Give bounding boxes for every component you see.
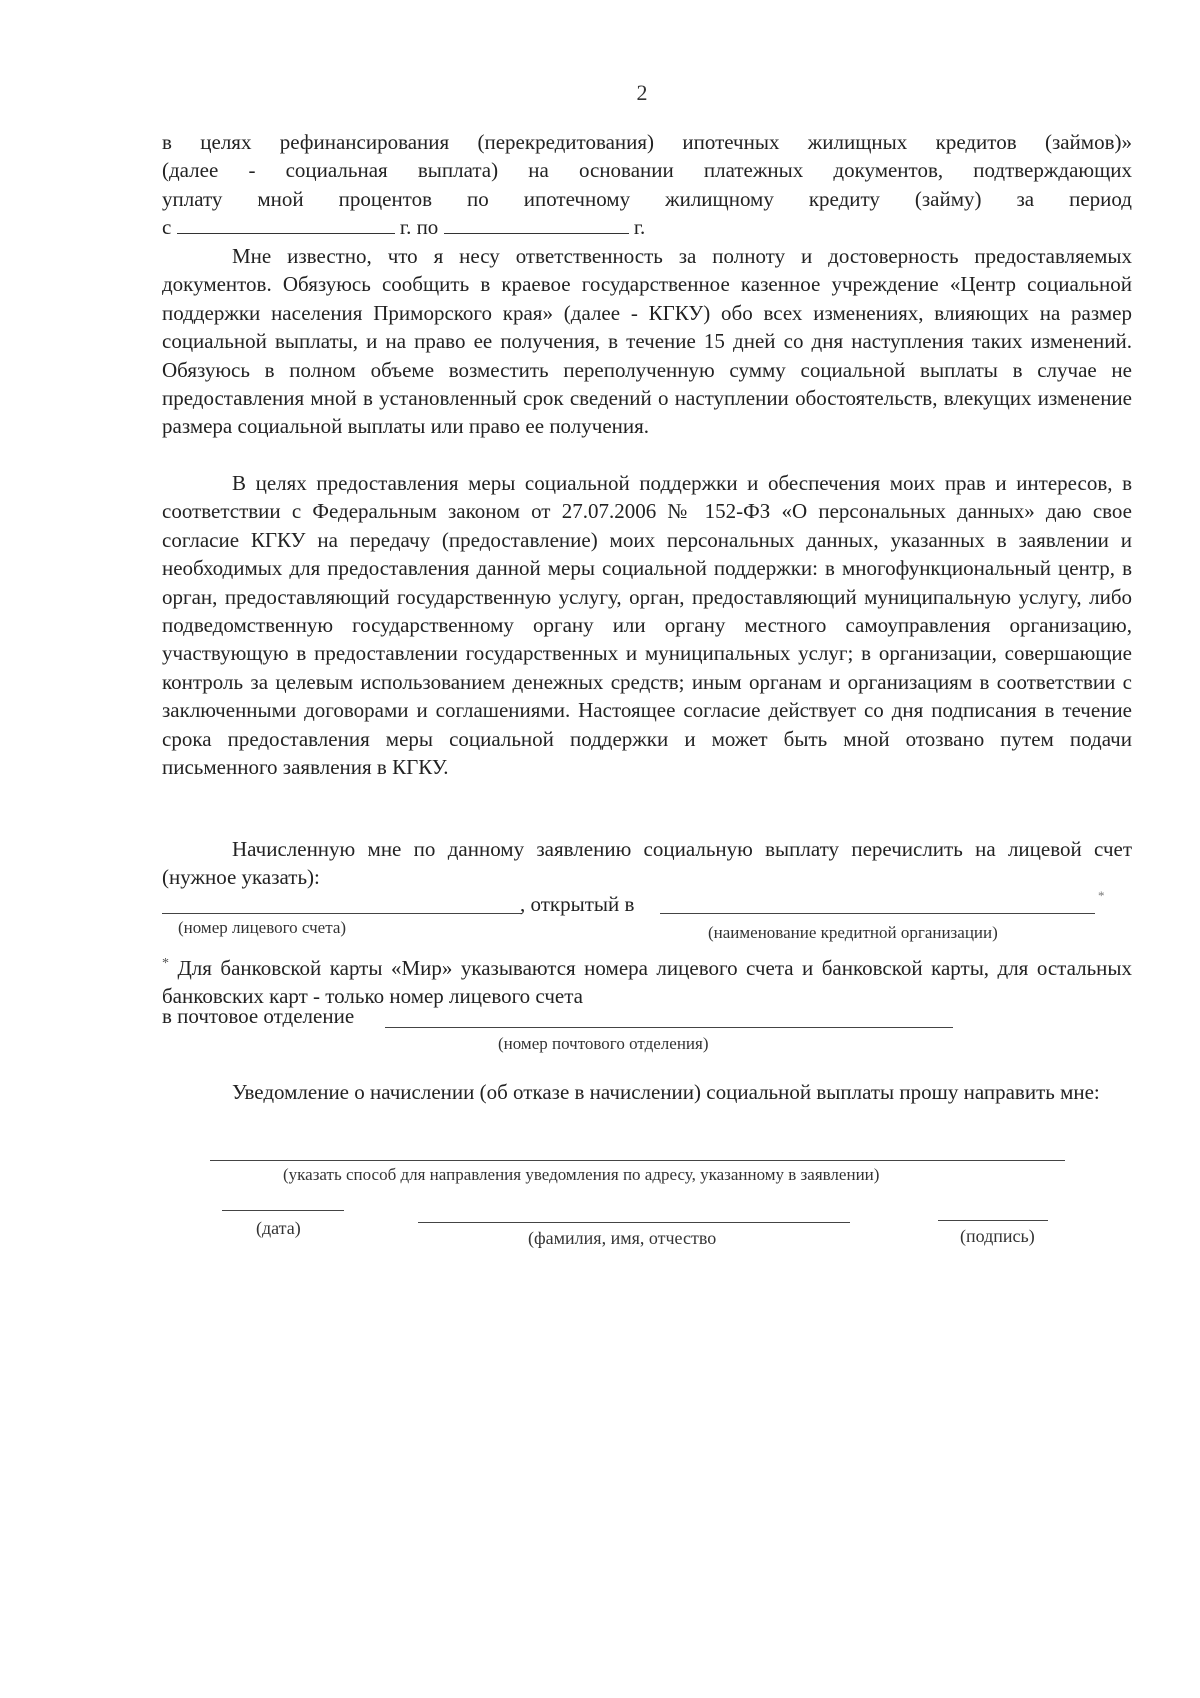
page-number: 2	[636, 80, 648, 105]
transfer-paragraph: Начисленную мне по данному заявлению социальную выплату перечислить на лицевой счет (нужное указать):	[162, 837, 1132, 890]
period-end-label: г.	[633, 215, 646, 240]
notification-paragraph: Уведомление о начислении (об отказе в начислении) социальной выплаты прошу направить мне:	[232, 1080, 1100, 1104]
signature-caption: (подпись)	[960, 1226, 1035, 1246]
notification-caption: (указать способ для направления уведомления по адресу, указанному в заявлении)	[283, 1165, 880, 1184]
intro-block	[162, 128, 1132, 242]
footnote-mark: *	[162, 956, 169, 971]
footnote-block	[162, 950, 1132, 1011]
period-start-field[interactable]	[177, 215, 395, 234]
account-number-field[interactable]	[162, 913, 522, 914]
post-office-caption: (номер почтового отделения)	[498, 1034, 709, 1053]
date-field[interactable]	[222, 1210, 344, 1211]
notification-method-field[interactable]	[210, 1160, 1065, 1161]
full-name-caption: (фамилия, имя, отчество	[528, 1228, 717, 1248]
bank-name-field[interactable]	[660, 913, 1095, 914]
intro-line-3: уплату мной процентов по ипотечному жилищному кредиту (займу) за период	[162, 186, 1132, 211]
signature-field[interactable]	[938, 1220, 1048, 1221]
intro-line-1: в целях рефинансирования (перекредитования) ипотечных жилищных кредитов (займов)»	[162, 130, 1132, 154]
full-name-field[interactable]	[418, 1222, 850, 1223]
intro-line-2: (далее - социальная выплата) на основании платежных документов, подтверждающих	[162, 158, 1132, 183]
post-office-label: в почтовое отделение	[162, 1004, 355, 1028]
opened-in-label: , открытый в	[520, 892, 635, 916]
bank-name-caption: (наименование кредитной организации)	[708, 923, 998, 942]
account-number-caption: (номер лицевого счета)	[178, 918, 347, 937]
responsibility-paragraph: Мне известно, что я несу ответственность за полноту и достоверность предоставляемых документов. Обязуюсь сообщить в краевое государственное казенное учреждение «Центр социальной поддержки населения Приморского края» (далее - КГКУ) обо всех изменениях, влияющих на размер социальной выплаты, и на право ее получения, в течение 15 дней со дня наступления таких изменений. Обязуюсь в полном объеме возместить переполученную сумму социальной выплаты в случае не предоставления мной в установленный срок сведений о наступлении обостоятельств, влекущих изменение размера социальной выплаты или право ее получения.	[162, 244, 1132, 439]
transfer-block	[162, 835, 1132, 892]
period-row	[162, 213, 1132, 241]
notification-block	[162, 1078, 1132, 1106]
responsibility-block	[162, 242, 1132, 441]
period-end-field[interactable]	[444, 215, 629, 234]
date-caption: (дата)	[256, 1218, 301, 1238]
consent-block	[162, 469, 1132, 781]
account-asterisk: *	[1098, 888, 1105, 903]
footnote-text: * Для банковской карты «Мир» указываются номера лицевого счета и банковской карты, для остальных банковских карт - только номер лицевого счета	[162, 956, 1133, 1009]
period-mid-label: г. по	[399, 215, 439, 240]
period-from-label: с	[162, 215, 172, 240]
post-office-field[interactable]	[385, 1027, 953, 1028]
consent-paragraph: В целях предоставления меры социальной поддержки и обеспечения моих прав и интересов, в соответствии с Федеральным законом от 27.07.2006 № 152-ФЗ «О персональных данных» даю свое согласие КГКУ на передачу (предоставление) моих персональных данных, указанных в заявлении и необходимых для предоставления данной меры социальной поддержки: в многофункциональный центр, в орган, предоставляющий государственную услугу, орган, предоставляющий муниципальную услугу, либо подведомственную государственному органу или органу местного самоуправления организацию, участвующую в предоставлении государственных и муниципальных услуг; в организации, совершающие контроль за целевым использованием денежных средств; иным органам и организациям в соответствии с заключенными договорами и соглашениями. Настоящее согласие действует со дня подписания в течение срока предоставления меры социальной поддержки и может быть мной отозвано путем подачи письменного заявления в КГКУ.	[162, 471, 1132, 780]
